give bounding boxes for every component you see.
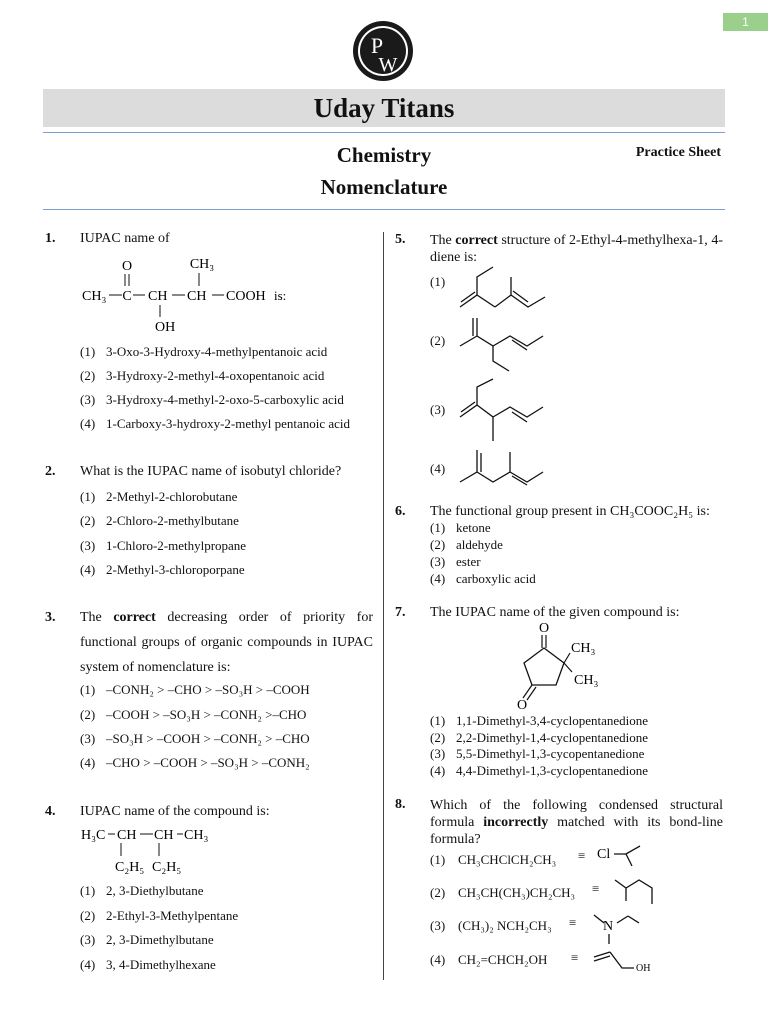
question-4-number: 4. (45, 804, 56, 819)
option-number: (2) (80, 368, 96, 383)
q4-chain-ch-1: CH (117, 828, 137, 843)
option-text: carboxylic acid (456, 571, 536, 586)
question-3-option-3[interactable] (80, 731, 310, 747)
question-5-option-4-structure (455, 445, 550, 487)
option-number: (3) (430, 554, 446, 569)
question-4-structure (78, 823, 228, 877)
question-6-option-2[interactable] (430, 537, 503, 554)
q1-oh-label: OH (155, 320, 176, 335)
q1-chain-ch-2: CH (187, 289, 207, 304)
option-number: (1) (80, 682, 96, 697)
q8-cl-label: Cl (597, 847, 611, 862)
question-7-option-1[interactable] (430, 713, 648, 730)
question-6-number: 6. (395, 504, 406, 519)
q7-oxygen-bottom: O (516, 698, 528, 710)
option-text: 3, 4-Dimethylhexane (106, 957, 216, 972)
question-6-option-1[interactable] (430, 520, 491, 537)
q1-chain-c: C (122, 289, 132, 304)
q8-option-3-equiv: ≡ (569, 915, 577, 930)
question-5-option-3-label[interactable]: (3) (430, 402, 446, 417)
option-text: 2-Ethyl-3-Methylpentane (106, 908, 239, 923)
question-4-option-3[interactable] (80, 932, 214, 948)
option-text: 2, 3-Dimethylbutane (106, 932, 214, 947)
question-1-structure (78, 253, 308, 339)
question-5-number: 5. (395, 232, 406, 247)
q4-chain-h3c: H₃C (81, 828, 106, 843)
question-5-option-1-label[interactable]: (1) (430, 274, 446, 289)
question-4-option-4[interactable] (80, 957, 216, 973)
question-7-option-4[interactable] (430, 763, 648, 780)
topic-title: Nomenclature (320, 175, 448, 199)
question-3-number: 3. (45, 610, 56, 625)
option-number: (3) (80, 538, 96, 553)
question-5-option-2-structure (455, 313, 550, 378)
option-number: (3) (80, 731, 96, 746)
option-number: (4) (80, 416, 96, 431)
option-text: (CH₃)₂ NCH₂CH₃ (458, 918, 552, 933)
option-text: 1-Chloro-2-methylpropane (106, 538, 247, 553)
option-number: (4) (80, 957, 96, 972)
question-7-number: 7. (395, 605, 406, 620)
question-1-option-3[interactable] (80, 392, 344, 408)
option-text: 2-Chloro-2-methylbutane (106, 513, 239, 528)
question-5-option-2-label[interactable]: (2) (430, 333, 446, 348)
option-number: (2) (80, 707, 96, 722)
question-1-number: 1. (45, 231, 56, 246)
q4-substituent-2: C₂H₅ (152, 860, 182, 875)
q8-n-label: N (603, 919, 614, 934)
q8-option-4-equiv: ≡ (571, 950, 579, 965)
option-number: (1) (430, 852, 446, 867)
option-text: 3-Hydroxy-2-methyl-4-oxopentanoic acid (106, 368, 325, 383)
question-7-structure (508, 618, 608, 710)
q8-option-1-bondline (594, 838, 674, 872)
q8-text-pre: Which of the following condensed structural formula (430, 798, 723, 830)
option-text: ketone (456, 520, 491, 535)
q1-ch3-top-label: CH₃ (189, 257, 215, 272)
option-number: (3) (430, 746, 446, 761)
q8-text-bold: incorrectly (483, 815, 549, 830)
option-text: 1,1-Dimethyl-3,4-cyclopentanedione (456, 713, 649, 728)
option-number: (2) (430, 537, 446, 552)
column-divider (383, 232, 384, 980)
option-text: CH₂=CHCH₂OH (458, 952, 548, 967)
question-8-number: 8. (395, 797, 406, 812)
option-number: (2) (430, 885, 446, 900)
option-text: 2,2-Dimethyl-1,4-cyclopentanedione (456, 730, 649, 745)
divider-header (43, 209, 725, 210)
question-2-option-3[interactable] (80, 538, 246, 554)
option-number: (2) (80, 513, 96, 528)
option-text: –COOH > –SO₃H > –CONH₂ >–CHO (106, 707, 307, 722)
option-text: 2, 3-Diethylbutane (106, 883, 204, 898)
option-text: –CONH₂ > –CHO > –SO₃H > –COOH (106, 682, 310, 697)
question-6-option-4[interactable] (430, 571, 536, 588)
question-5-option-1-structure (455, 262, 550, 312)
option-number: (3) (430, 918, 446, 933)
option-number: (1) (80, 883, 96, 898)
option-text: 3-Hydroxy-4-methyl-2-oxo-5-carboxylic acid (106, 392, 344, 407)
question-5-option-4-label[interactable]: (4) (430, 461, 446, 476)
pw-logo (352, 18, 414, 84)
q7-ch3-a: CH₃ (571, 641, 596, 656)
divider-top (43, 132, 725, 133)
question-8-text (430, 797, 723, 848)
option-text: 2-Methyl-3-chloroporpane (106, 562, 245, 577)
question-8-option-4[interactable] (430, 952, 547, 968)
q8-oh-label: OH (636, 963, 651, 974)
q1-chain-ch-1: CH (148, 289, 168, 304)
question-8-option-3[interactable] (430, 918, 552, 934)
question-2-option-1[interactable] (80, 489, 237, 505)
option-text: CH₃CH(CH₃)CH₂CH₃ (458, 885, 576, 900)
question-8-option-2[interactable] (430, 885, 575, 901)
q8-option-2-equiv: ≡ (592, 881, 600, 896)
question-2-text: What is the IUPAC name of isobutyl chloride? (80, 464, 342, 479)
question-6-text: The functional group present in CH₃COOC₂H₅ is: (430, 504, 710, 519)
question-1-option-2[interactable] (80, 368, 324, 384)
question-1-text: IUPAC name of (80, 231, 170, 246)
question-2-number: 2. (45, 464, 56, 479)
option-number: (2) (430, 730, 446, 745)
q8-option-4-bondline (592, 944, 662, 974)
q1-chain-ch3: CH₃ (82, 289, 107, 304)
question-3-option-2[interactable] (80, 707, 306, 723)
q8-option-3-bondline (590, 903, 660, 945)
q8-option-1-equiv: ≡ (578, 848, 586, 863)
option-number: (4) (80, 562, 96, 577)
option-text: CH₃CHClCH₂CH₃ (458, 852, 557, 867)
question-1-option-1[interactable] (80, 344, 327, 360)
option-number: (4) (80, 755, 96, 770)
svg-text:W: W (378, 54, 398, 76)
question-5-option-3-structure (455, 377, 550, 445)
question-3-option-4[interactable] (80, 755, 310, 771)
option-text: –CHO > –COOH > –SO₃H > –CONH₂ (106, 755, 310, 770)
q1-structure-suffix: is: (274, 288, 287, 303)
question-8-option-1[interactable] (430, 852, 556, 868)
option-text: 1-Carboxy-3-hydroxy-2-methyl pentanoic acid (106, 416, 351, 431)
question-7-option-2[interactable] (430, 730, 648, 747)
q4-chain-ch-2: CH (154, 828, 174, 843)
option-number: (3) (80, 392, 96, 407)
question-1-option-4[interactable] (80, 416, 350, 432)
option-text: aldehyde (456, 537, 503, 552)
q8-text-post: matched with its bond-line formula? (430, 815, 724, 847)
q5-text-pre: The (430, 233, 452, 248)
question-2-option-4[interactable] (80, 562, 245, 578)
option-text: 4,4-Dimethyl-1,3-cyclopentanedione (456, 763, 649, 778)
option-number: (3) (80, 932, 96, 947)
question-2-option-2[interactable] (80, 513, 239, 529)
question-3-option-1[interactable] (80, 682, 310, 698)
option-number: (4) (430, 571, 446, 586)
question-7-option-3[interactable] (430, 746, 644, 763)
q4-substituent-1: C₂H₅ (115, 860, 145, 875)
option-text: 2-Methyl-2-chlorobutane (106, 489, 238, 504)
q3-text-pre: The (80, 610, 102, 625)
option-text: –SO₃H > –COOH > –CONH₂ > –CHO (106, 731, 310, 746)
option-number: (1) (80, 344, 96, 359)
option-number: (1) (430, 713, 446, 728)
option-number: (2) (80, 908, 96, 923)
q7-ch3-b: CH₃ (574, 673, 599, 688)
q3-text-bold: correct (113, 610, 156, 625)
svg-text:P: P (370, 33, 384, 58)
question-6-option-3[interactable] (430, 554, 481, 571)
question-5-text (430, 232, 723, 266)
q7-oxygen-top: O (538, 621, 550, 636)
question-3-text (80, 605, 373, 680)
option-number: (4) (430, 763, 446, 778)
sheet-type-label: Practice Sheet (635, 145, 721, 160)
q3-text-post: decreasing order of priority for functional groups of organic compounds in IUPAC system of nomenclature is: (80, 610, 373, 675)
q4-chain-ch3: CH₃ (184, 828, 209, 843)
option-number: (4) (430, 952, 446, 967)
option-text: ester (456, 554, 481, 569)
option-number: (1) (430, 520, 446, 535)
q5-text-post: structure of 2-Ethyl-4-methylhexa-1, 4-diene is: (430, 233, 723, 265)
banner-title: Uday Titans (43, 89, 725, 127)
q5-text-bold: correct (455, 233, 498, 248)
question-4-option-2[interactable] (80, 908, 238, 924)
question-4-option-1[interactable] (80, 883, 203, 899)
question-4-text: IUPAC name of the compound is: (80, 804, 270, 819)
option-text: 5,5-Dimethyl-1,3-cycopentanedione (456, 746, 645, 761)
q1-oxygen-label: O (121, 259, 133, 274)
subject-title: Chemistry (336, 143, 432, 167)
q1-chain-cooh: COOH (226, 289, 266, 304)
option-number: (1) (80, 489, 96, 504)
option-text: 3-Oxo-3-Hydroxy-4-methylpentanoic acid (106, 344, 328, 359)
page-number: 1 (723, 13, 768, 31)
question-7-text: The IUPAC name of the given compound is: (430, 605, 680, 620)
